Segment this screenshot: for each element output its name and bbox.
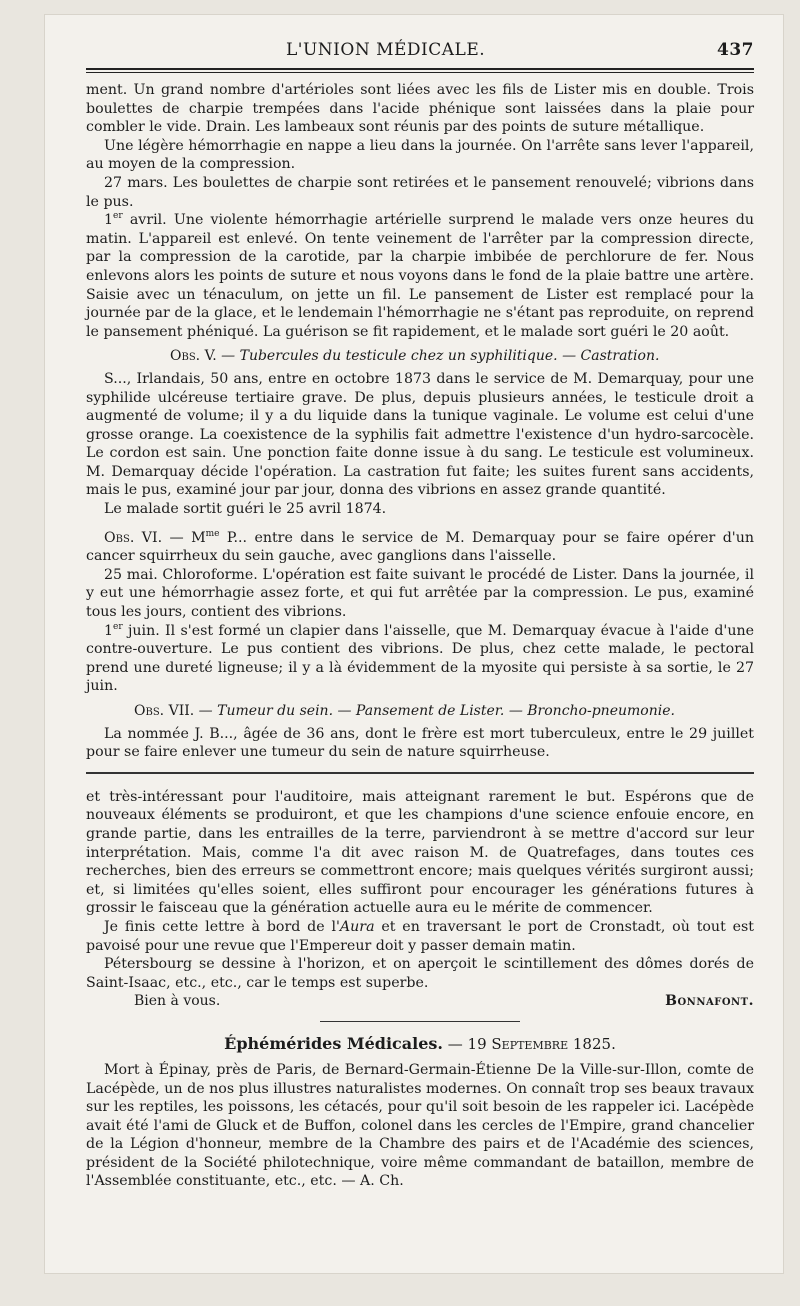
obs4-paragraph-1: ment. Un grand nombre d'artérioles sont liées avec les fils de Lister mis en double. Trois boulettes de charpie trempées dans l'acide phénique sont laissées dans la plaie pour combler le vide. Drain. Les lambeaux sont réunis par des points de suture métallique. — [86, 82, 754, 136]
obs6-paragraph-3 — [86, 622, 754, 696]
obs6-label: Obs. VI. — [104, 529, 163, 546]
obs6-date-day: 1 — [104, 622, 114, 639]
letter-paragraph-2 — [86, 918, 754, 955]
obs4-paragraph-4-text: avril. Une violente hémorrhagie artérielle surprend le malade vers onze heures du matin. L'appareil est enlevé. On tente veinement de l'arrêter par la compression directe, par la compression de la carotide, par la charpie imbibée de perchlorure de fer. Nous enlevons alors les points de suture et nous voyons dans le fond de la plaie battre une artère. Saisie avec un ténaculum, on jette un fil. Le pansement de Lister est remplacé pour la journée par de la glace, et le lendemain l'hémorrhagie ne s'étant pas reproduite, on reprend le pansement phéniqué. La guérison se fit rapidement, et le malade sort guéri le 20 août. — [86, 212, 754, 340]
obs7-title: — Tumeur du sein. — Pansement de Lister. — Broncho-pneumonie. — [194, 703, 675, 719]
ephemerides-paragraph: Mort à Épinay, près de Paris, de Bernard-Germain-Étienne De la Ville-sur-Illon, comte de Lacépède, un de nos plus illustres naturalistes modernes. On connaît trop ses beaux travaux sur les reptiles, les poissons, les cétacés, pour qu'il soit besoin de les rappeler ici. Lacépède avait été l'ami de Gluck et de Buffon, colonel dans les cercles de l'Empire, grand chancelier de la Légion d'honneur, membre de la Chambre des pairs et de l'Académie des sciences, président de la Société philotechnique, voire même commandant de bataillon, membre de l'Assemblée constituante, etc., etc. — A. Ch. — [86, 1061, 754, 1190]
obs5-paragraph-1: S..., Irlandais, 50 ans, entre en octobre 1873 dans le service de M. Demarquay, pour une syphilide ulcéreuse tertiaire grave. De plus, depuis plusieurs années, le testicule droit a augmenté de volume; il y a du liquide dans la tunique vaginale. Le volume est celui d'une grosse orange. La coexistence de la syphilis fait admettre l'existence d'un hydro-sarcocèle. Le cordon est sain. Une ponction faite donne issue à du sang. Le testicule est volumineux. M. Demarquay décide l'opération. La castration fut faite; les suites furent sans accidents, mais le pus, examiné jour par jour, donna des vibrions en assez grande quantité. — [86, 370, 754, 499]
page-number: 437 — [717, 40, 754, 60]
obs4-date-day: 1 — [104, 212, 114, 229]
short-divider — [320, 1021, 520, 1022]
obs4-paragraph-3: 27 mars. Les boulettes de charpie sont retirées et le pansement renouvelé; vibrions dans le pus. — [86, 174, 754, 210]
obs5-title: — Tubercules du testicule chez un syphilitique. — Castration. — [216, 348, 660, 365]
ephemerides-heading — [86, 1034, 754, 1053]
letter-closing: Bien à vous. — [134, 993, 221, 1010]
obs6-date-sup: er — [113, 621, 123, 632]
obs4-date-sup: er — [113, 211, 123, 222]
obs5-paragraph-2: Le malade sortit guéri le 25 avril 1874. — [104, 501, 387, 518]
page-content — [86, 40, 754, 1191]
letter-paragraph-1: et très-intéressant pour l'auditoire, mais atteignant rarement le but. Espérons que de nouveaux éléments se produiront, et que les champions d'une science enfouie encore, en grande partie, dans les entrailles de la terre, parviendront à se mettre d'accord sur leur interprétation. Mais, comme l'a dit avec raison M. de Quatrefages, dans toutes ces recherches, bien des erreurs se commettront encore; mais quelques vérités surgiront aussi; et, si limitées qu'elles soient, elles suffiront pour encourager les générations futures à grossir le faisceau que la génération actuelle aura eu le mérite de commencer. — [86, 788, 754, 917]
obs4-paragraph-4 — [86, 211, 754, 341]
obs6-paragraph-1 — [86, 529, 754, 566]
ship-name: Aura — [339, 918, 375, 935]
obs6-paragraph-2: 25 mai. Chloroforme. L'opération est faite suivant le procédé de Lister. Dans la journée, il y eut une hémorrhagie assez forte, et qui fut arrêtée par la compression. Le pus, examiné tous les jours, contient des vibrions. — [86, 566, 754, 621]
obs6-paragraph-3-text: juin. Il s'est formé un clapier dans l'aisselle, que M. Demarquay évacue à l'aide d'une contre-ouverture. Le pus contient des vibrions. De plus, chez cette malade, le pectoral prend une dureté ligneuse; il y a là évidemment de la myosite qui persiste à sa sortie, le 27 juin. — [86, 622, 754, 695]
letter-signature: Bonnafont. — [665, 993, 754, 1010]
letter-paragraph-2-end: et en traversant le port de Cronstadt, où tout est pavoisé pour une revue que l'Empereur doit y passer demain matin. — [86, 918, 754, 954]
obs5-label: Obs. V. — [170, 348, 217, 365]
ephemerides-title: Éphémérides Médicales. — [224, 1033, 443, 1053]
letter-paragraph-3: Pétersbourg se dessine à l'horizon, et on aperçoit le scintillement des dômes dorés de Saint-Isaac, etc., etc., car le temps est superbe. — [86, 956, 754, 991]
obs5-heading — [86, 347, 754, 366]
journal-title: L'UNION MÉDICALE. — [286, 40, 486, 60]
obs6-intro: — M — [162, 529, 206, 546]
obs7-label: Obs. VII. — [134, 703, 195, 719]
obs4-paragraph-2: Une légère hémorrhagie en nappe a lieu dans la journée. On l'arrête sans lever l'appareil, au moyen de la compression. — [86, 137, 754, 173]
letter-paragraph-2-start: Je finis cette lettre à bord de l' — [104, 918, 340, 935]
obs6-paragraph-1-text: P... entre dans le service de M. Demarquay pour se faire opérer d'un cancer squirrheux du sein gauche, avec ganglions dans l'aisselle. — [86, 529, 754, 565]
obs6-sup: me — [205, 528, 220, 539]
running-head — [86, 40, 754, 60]
letter-signoff — [86, 992, 754, 1011]
obs7-paragraph-1: La nommée J. B..., âgée de 36 ans, dont le frère est mort tuberculeux, entre le 29 juillet pour se faire enlever une tumeur du sein de nature squirrheuse. — [86, 725, 754, 761]
ephemerides-date: — 19 Septembre 1825. — [443, 1034, 616, 1053]
obs7-heading — [86, 702, 754, 721]
page — [44, 14, 784, 1274]
section-divider — [86, 772, 754, 774]
